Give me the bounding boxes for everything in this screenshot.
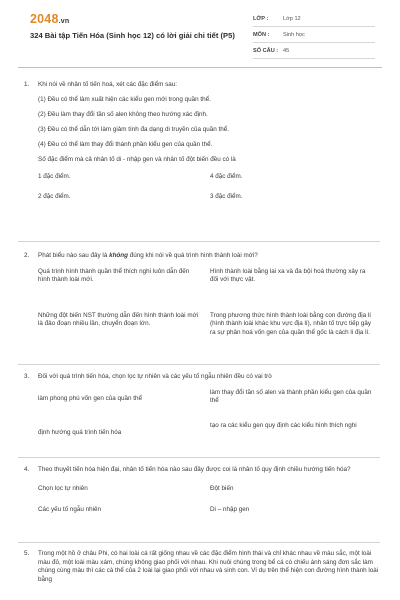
statement-text: Phát biểu nào sau đây là — [38, 252, 110, 259]
site-logo[interactable] — [30, 12, 69, 26]
answer-option-c[interactable]: Các yếu tố ngẫu nhiên — [38, 505, 102, 513]
question-divider — [18, 457, 380, 458]
answer-option-a[interactable]: 1 đặc điểm. — [38, 172, 71, 180]
meta-key: MÔN : — [253, 32, 270, 38]
meta-key: SỐ CÂU : — [253, 48, 279, 54]
logo-domain: .vn — [58, 18, 70, 25]
meta-row-grade — [253, 14, 375, 27]
question-number: 4. — [24, 466, 30, 473]
meta-value: 45 — [283, 48, 290, 54]
logo-text: 2048 — [30, 12, 59, 26]
answer-option-d[interactable]: 3 đặc điểm. — [210, 192, 243, 200]
header-divider — [18, 67, 382, 68]
question-3 — [18, 373, 380, 459]
question-number: 5. — [24, 550, 30, 557]
emphasis-text: không — [109, 252, 128, 259]
answer-options — [38, 485, 380, 525]
answer-option-b[interactable]: Hình thành loài bằng lai xa và đa bội hoá thường xảy ra đối với thực vật. — [210, 267, 366, 284]
answer-option-d[interactable]: tạo ra các kiểu gen quy định các kiểu hình thích nghi — [210, 421, 357, 429]
answer-option-b[interactable]: 4 đặc điểm. — [210, 172, 243, 180]
question-number: 3. — [24, 373, 30, 380]
answer-option-b[interactable]: Đột biến — [210, 484, 234, 492]
question-number: 1. — [24, 81, 30, 88]
answer-option-a[interactable]: Quá trình hình thành quần thể thích nghi luôn dẫn đến hình thành loài mới. — [38, 267, 190, 284]
question-number: 2. — [24, 252, 30, 259]
question-divider — [18, 542, 380, 543]
meta-value: Lớp 12 — [283, 16, 301, 22]
question-5 — [18, 550, 380, 590]
statement-line: (4) Đều có thể làm thay đổi thành phần kiểu gen của quần thể. — [38, 140, 213, 148]
answer-options — [38, 173, 380, 211]
answer-option-d[interactable]: Di – nhập gen — [210, 505, 250, 513]
question-statement: Trong một hồ ở châu Phi, có hai loài cá rất giống nhau về các đặc điểm hình thái và chỉ khác nhau về màu sắc, một loài màu đỏ, một loài màu xám, chúng không giao phối với nhau. Khi nuôi chúng trong bể cá có chiếu ánh sáng đơn sắc làm chúng cùng màu thì các cá thể của 2 loài lại giao phối với nhau và sinh con. Ví dụ trên thể hiện con đường hình thành loài bằng — [38, 550, 379, 583]
question-1 — [18, 81, 380, 211]
question-statement: Đối với quá trình tiến hóa, chọn lọc tự nhiên và các yếu tố ngẫu nhiên đều có vai trò — [38, 373, 272, 380]
meta-key: LỚP : — [253, 16, 269, 22]
question-statement — [38, 252, 380, 261]
question-2 — [18, 252, 380, 380]
answer-option-a[interactable]: làm phong phú vốn gen của quần thể — [38, 394, 142, 402]
question-divider — [18, 241, 380, 242]
meta-row-subject — [253, 30, 375, 43]
statement-line: (2) Đều làm thay đổi tần số alen không theo hướng xác định. — [38, 110, 208, 118]
answer-option-d[interactable]: Trong phương thức hình thành loài bằng con đường địa lí (hình thành loài khác khu vực địa lí), nhân tố trực tiếp gây ra sự phân hoá vốn gen của quần thể gốc là cách li địa lí. — [210, 311, 372, 336]
answer-options — [38, 389, 380, 459]
question-divider — [18, 364, 380, 365]
question-statement: Theo thuyết tiến hóa hiện đại, nhân tố tiến hóa nào sau đây được coi là nhân tố quy định chiều hướng tiến hóa? — [38, 466, 351, 473]
statement-line: Số đặc điểm mà cả nhân tố di - nhập gen và nhân tố đột biến đều có là — [38, 155, 236, 163]
document-title: 324 Bài tập Tiến Hóa (Sinh học 12) có lời giải chi tiết (P5) — [30, 31, 235, 40]
answer-option-c[interactable]: Những đột biến NST thường dẫn đến hình thành loài mới là đảo đoạn nhiều lần, chuyển đoạn lớn. — [38, 311, 199, 328]
meta-value: Sinh học — [283, 32, 305, 38]
answer-option-c[interactable]: 2 đặc điểm. — [38, 192, 71, 200]
meta-row-count — [253, 46, 375, 59]
statement-text: đúng khi nói về quá trình hình thành loài mới? — [127, 252, 258, 259]
answer-option-b[interactable]: làm thay đổi tần số alen và thành phần kiểu gen của quần thể — [210, 388, 372, 405]
question-4 — [18, 466, 380, 525]
answer-option-a[interactable]: Chọn lọc tự nhiên — [38, 484, 88, 492]
statement-line: (1) Đều có thể làm xuất hiện các kiểu gen mới trong quần thể. — [38, 95, 211, 103]
answer-options — [38, 268, 380, 380]
question-statement: Khi nói về nhân tố tiến hoá, xét các đặc điểm sau: — [38, 81, 177, 88]
answer-option-c[interactable]: định hướng quá trình tiến hóa — [38, 428, 122, 436]
statement-line: (3) Đều có thể dẫn tới làm giảm tính đa dạng di truyền của quần thể. — [38, 125, 230, 133]
document-meta — [253, 14, 375, 62]
